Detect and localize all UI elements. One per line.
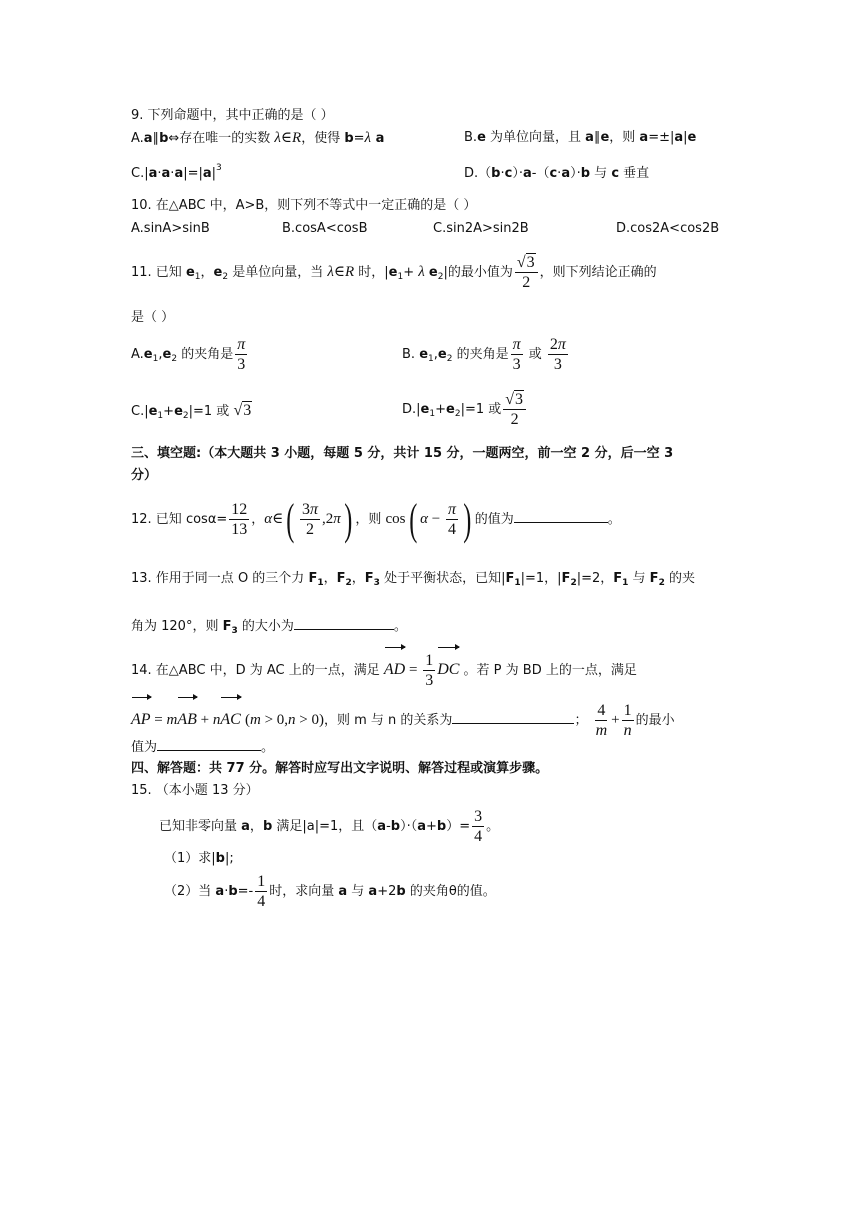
section3-title-cont: 分）: [131, 468, 158, 483]
q14-answer-blank-2[interactable]: [157, 738, 261, 751]
q14-line2: AP = mAB + nAC (m > 0,n > 0)，则 m 与 n 的关系为 ； $\frac{4}{m}$ + $\frac{1}{n}$ 的最小: [131, 698, 675, 743]
q15-part2: （2）当 a·b=- $\frac{1}{4}$ 时，求向量 a 与 a+2b 的夹角θ的值。: [164, 873, 496, 910]
q10-option-b: B.cosA<cosB: [282, 221, 368, 236]
q10-option-a: A.sinA>sinB: [131, 221, 210, 236]
q11-option-b: B. $e_1,e_2$ 的夹角是 $\frac{\pi}{3}$ 或 $\frac{2\pi}{3}$: [402, 336, 566, 373]
q15-part1: （1）求|b|;: [164, 851, 234, 866]
q9-option-a: A.a∥b⇔存在唯一的实数 λ∈R，使得 b=λ a: [131, 130, 385, 146]
q10-stem: 10. 在△ABC 中，A>B，则下列不等式中一定正确的是（ ）: [131, 198, 477, 213]
q14-answer-blank-1[interactable]: [452, 711, 574, 724]
q15-given: 已知非零向量 a，b 满足|a|=1，且（a-b）·（a+b）= $\frac{3}{4}$ 。: [159, 808, 500, 845]
q13-line1: 13. 作用于同一点 O 的三个力 $F_1$，$F_2$，$F_3$ 处于平衡状态，已知$|F_1|=1$，$|F_2|=2$，$F_1$ 与 $F_2$ 的夹: [131, 571, 695, 588]
q11-stem: 11. 已知 $e_1$，$e_2$ 是单位向量，当 λ∈R 时，$|e_1+ \lambda$ $e_2|$的最小值为 $\frac{√3}{2}$ ，则下列结论正确的: [131, 254, 657, 291]
q14-line3: 值为 。: [131, 740, 275, 755]
q12-answer-blank[interactable]: [514, 510, 608, 523]
q9-option-c: $C.|a\cdot a\cdot a|=|a|^3$: [131, 163, 222, 181]
q11-option-c: $C.|e_1+e_2|=1$ 或 √3: [131, 402, 252, 421]
q15-stem: 15. （本小题 13 分）: [131, 783, 259, 798]
q12-line: 12. 已知 cosα= $\frac{12}{13}$ ，α∈( $\frac{3\pi}{2}$ ,2π) ，则 cos( α − $\frac{\pi}{4}$ ) 的值为 。: [131, 494, 621, 544]
q9-option-d: D.（b·c）·a-（c·a）·b 与 c 垂直: [464, 166, 650, 181]
q11-option-d: $D.|e_1+e_2|=1$ 或 $\frac{√3}{2}$: [402, 388, 528, 432]
q14-line1: 14. 在△ABC 中，D 为 AC 上的一点，满足 AD = $\frac{1}{3}$ DC 。若 P 为 BD 上的一点，满足: [131, 648, 637, 693]
q13-line2: 角为 120°，则 $F_3$ 的大小为 。: [131, 619, 407, 636]
q9-stem: 9. 下列命题中，其中正确的是（ ）: [131, 108, 334, 123]
q10-option-d: D.cos2A<cos2B: [616, 221, 720, 236]
q11-min-fraction: $\frac{√3}{2}$: [515, 253, 538, 292]
section4-title: 四、解答题：共 77 分。解答时应写出文字说明、解答过程或演算步骤。: [131, 761, 549, 776]
q13-answer-blank[interactable]: [294, 617, 394, 630]
q10-option-c: C.sin2A>sin2B: [433, 221, 529, 236]
q9-option-b: B.e 为单位向量，且 a∥e，则 a=±|a|e: [464, 130, 697, 145]
q11-stem-line2: 是（ ）: [131, 310, 175, 325]
q11-option-a: $A.e_1,e_2$ 的夹角是 $\frac{\pi}{3}$: [131, 336, 246, 373]
section3-title: 三、填空题:（本大题共 3 小题，每题 5 分，共计 15 分，一题两空，前一空 2 分，后一空 3: [131, 446, 674, 461]
